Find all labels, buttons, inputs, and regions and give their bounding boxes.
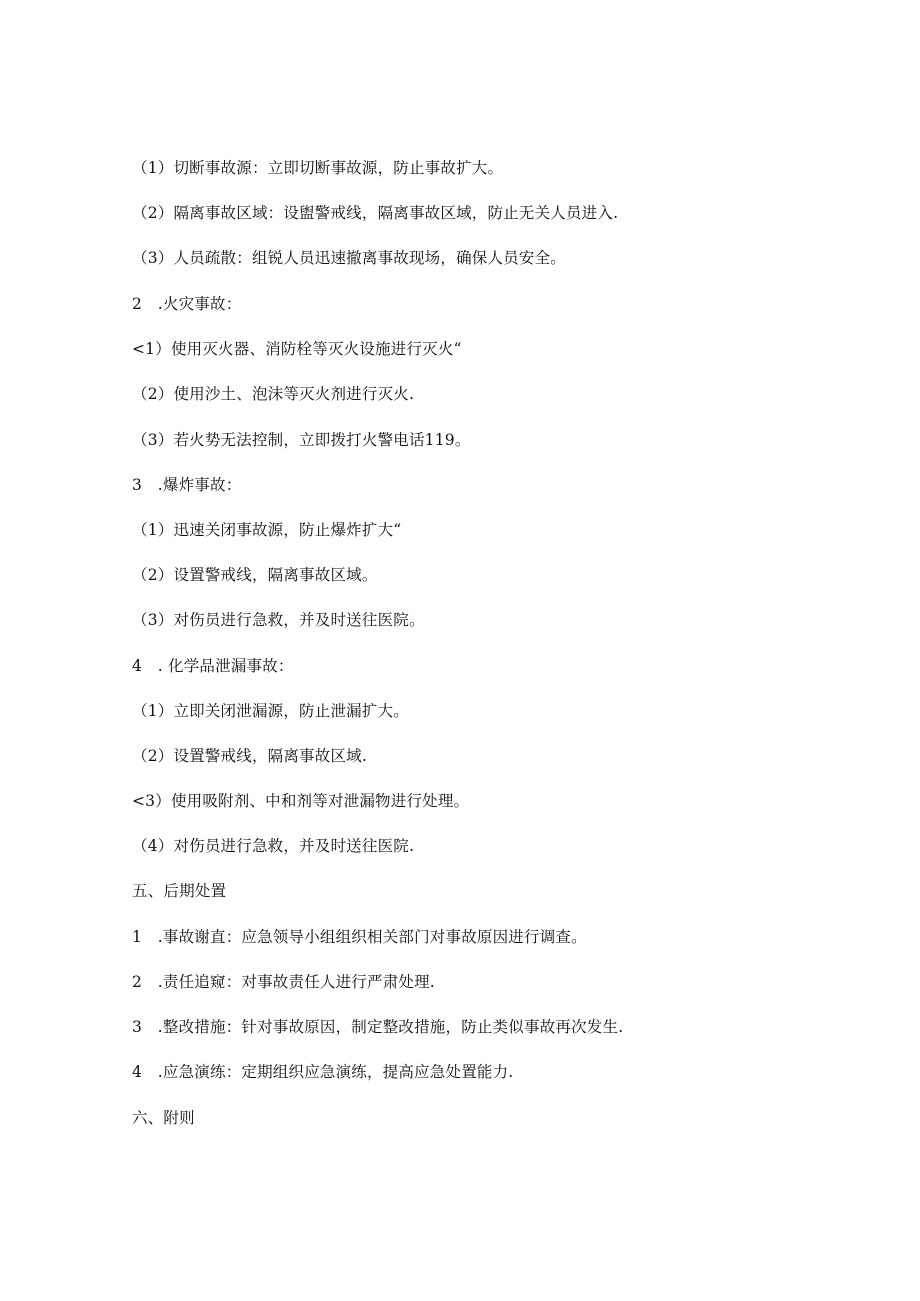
paragraph-line: 4 .应急演练：定期组织应急演练，提高应急处置能力.	[132, 1063, 514, 1081]
chapter-heading: 六、附则	[132, 1109, 195, 1127]
paragraph-line: （2）使用沙土、泡沫等灭火剂进行灭火.	[132, 385, 415, 403]
paragraph-line: <1）使用灭火器、消防栓等灭火设施进行灭火“	[132, 340, 462, 358]
section-heading: 3 .爆炸事故：	[132, 476, 242, 494]
chapter-heading: 五、后期处置	[132, 882, 227, 900]
paragraph-line: （2）设置警戒线，隔离事故区域.	[132, 747, 367, 765]
paragraph-line: （3）对伤员进行急救，并及时送往医院。	[132, 611, 425, 629]
paragraph-line: （2）隔离事故区域：设盥警戒线，隔离事故区域，防止无关人员进入.	[132, 204, 619, 222]
paragraph-line: 1 .事故谢直：应急领导小组组织相关部门对事故原因进行调查。	[132, 928, 587, 946]
paragraph-line: 3 .整改措施：针对事故原因，制定整改措施，防止类似事故再次发生.	[132, 1018, 624, 1036]
paragraph-line: （1）迅速关闭事故源，防止爆炸扩大“	[132, 521, 402, 539]
paragraph-line: （4）对伤员进行急救，并及时送往医院.	[132, 837, 415, 855]
section-heading: 4 . 化学品泄漏事故：	[132, 657, 294, 675]
section-heading: 2 .火灾事故：	[132, 295, 242, 313]
paragraph-line: <3）使用吸附剂、中和剂等对泄漏物进行处理。	[132, 792, 470, 810]
paragraph-line: 2 .责任追窥：对事故责任人进行严肃处理.	[132, 973, 435, 991]
paragraph-line: （1）立即关闭泄漏源，防止泄漏扩大。	[132, 702, 409, 720]
paragraph-line: （3）人员疏散：组锐人员迅速撤离事故现场，确保人员安全。	[132, 249, 566, 267]
paragraph-line: （2）设置警戒线，隔离事故区域。	[132, 566, 378, 584]
paragraph-line: （3）若火势无法控制，立即拨打火警电话119。	[132, 431, 471, 449]
paragraph-line: （1）切断事故源：立即切断事故源，防止事故扩大。	[132, 159, 504, 177]
